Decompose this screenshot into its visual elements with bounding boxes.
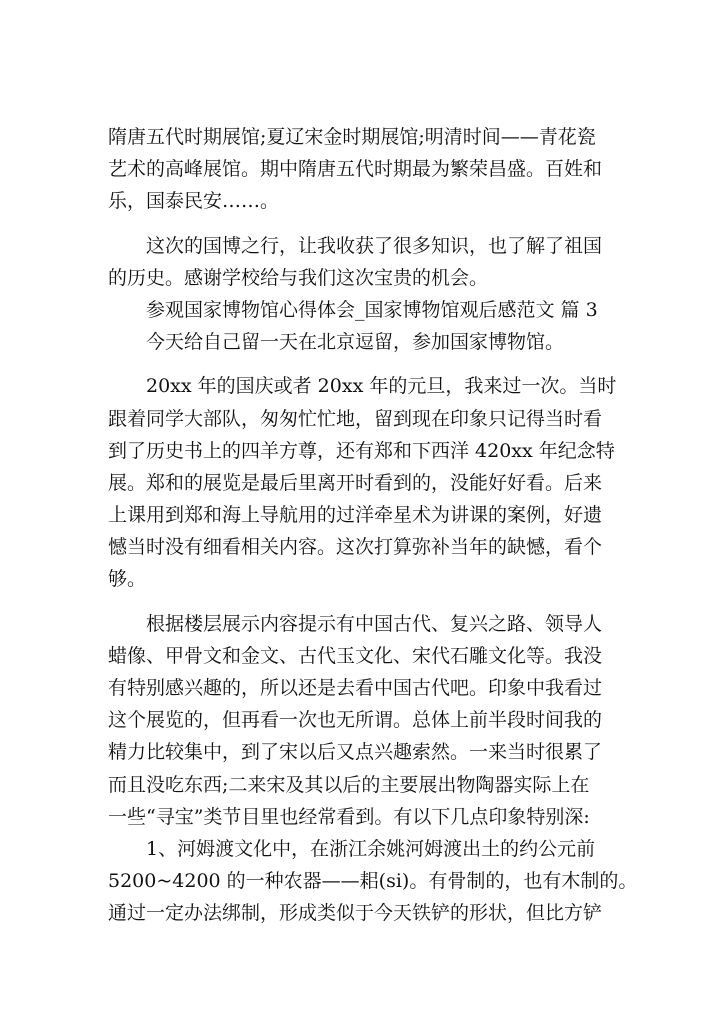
text-line: 够。 bbox=[108, 568, 147, 591]
text-line: 这次的国博之行，让我收获了很多知识，也了解了祖国 bbox=[146, 234, 603, 257]
text-line: 精力比较集中，到了宋以后又点兴趣索然。一来当时很累了 bbox=[108, 741, 603, 764]
text-line: 今天给自己留一天在北京逗留，参加国家博物馆。 bbox=[146, 331, 565, 354]
paragraph bbox=[108, 121, 616, 218]
text-line: 展。郑和的展览是最后里离开时看到的，没能好好看。后来 bbox=[108, 471, 603, 494]
text-line: 跟着同学大部队，匆匆忙忙地，留到现在印象只记得当时看 bbox=[108, 407, 603, 430]
text-line: 而且没吃东西;二来宋及其以后的主要展出物陶器实际上在 bbox=[108, 773, 590, 796]
text-line: 有特别感兴趣的，所以还是去看中国古代吧。印象中我看过 bbox=[108, 677, 603, 699]
paragraph bbox=[108, 230, 616, 294]
paragraph bbox=[108, 833, 638, 930]
paragraph bbox=[108, 326, 616, 358]
text-line: 乐，国泰民安……。 bbox=[108, 190, 280, 213]
text-line: 一些“寻宝”类节目里也经常看到。有以下几点印象特别深: bbox=[108, 805, 590, 828]
paragraph bbox=[108, 608, 616, 833]
paragraph-spacing bbox=[108, 596, 616, 608]
text-line: 20xx 年的国庆或者 20xx 年的元旦，我来过一次。当时 bbox=[146, 375, 617, 398]
text-line: 通过一定办法绑制，形成类似于今天铁铲的形状，但比方铲 bbox=[108, 902, 603, 925]
paragraph-spacing bbox=[108, 218, 616, 230]
text-line: 隋唐五代时期展馆;夏辽宋金时期展馆;明清时间——青花瓷 bbox=[108, 126, 596, 148]
paragraph bbox=[108, 370, 616, 595]
text-line: 艺术的高峰展馆。期中隋唐五代时期最为繁荣昌盛。百姓和 bbox=[108, 158, 603, 181]
text-line: 上课用到郑和海上导航用的过洋牵星术为讲课的案例，好遗 bbox=[108, 504, 603, 527]
text-line: 5200~4200 的一种农器——耜(si)。有骨制的，也有木制的。 bbox=[108, 870, 638, 893]
document-page bbox=[108, 121, 638, 930]
text-line: 这个展览的，但再看一次也无所谓。总体上前半段时间我的 bbox=[108, 709, 603, 732]
text-line: 根据楼层展示内容提示有中国古代、复兴之路、领导人 bbox=[146, 612, 603, 635]
text-line: 的历史。感谢学校给与我们这次宝贵的机会。 bbox=[108, 266, 489, 289]
paragraph-spacing bbox=[108, 358, 616, 370]
text-line: 憾当时没有细看相关内容。这次打算弥补当年的缺憾，看个 bbox=[108, 536, 603, 559]
text-line: 到了历史书上的四羊方尊，还有郑和下西洋 420xx 年纪念特 bbox=[108, 439, 615, 462]
text-line: 1、河姆渡文化中，在浙江余姚河姆渡出土的约公元前 bbox=[146, 837, 596, 860]
text-line: 蜡像、甲骨文和金文、古代玉文化、宋代石雕文化等。我没 bbox=[108, 644, 603, 667]
text-line: 参观国家博物馆心得体会_国家博物馆观后感范文 篇 3 bbox=[146, 298, 598, 321]
section-heading bbox=[108, 294, 616, 326]
